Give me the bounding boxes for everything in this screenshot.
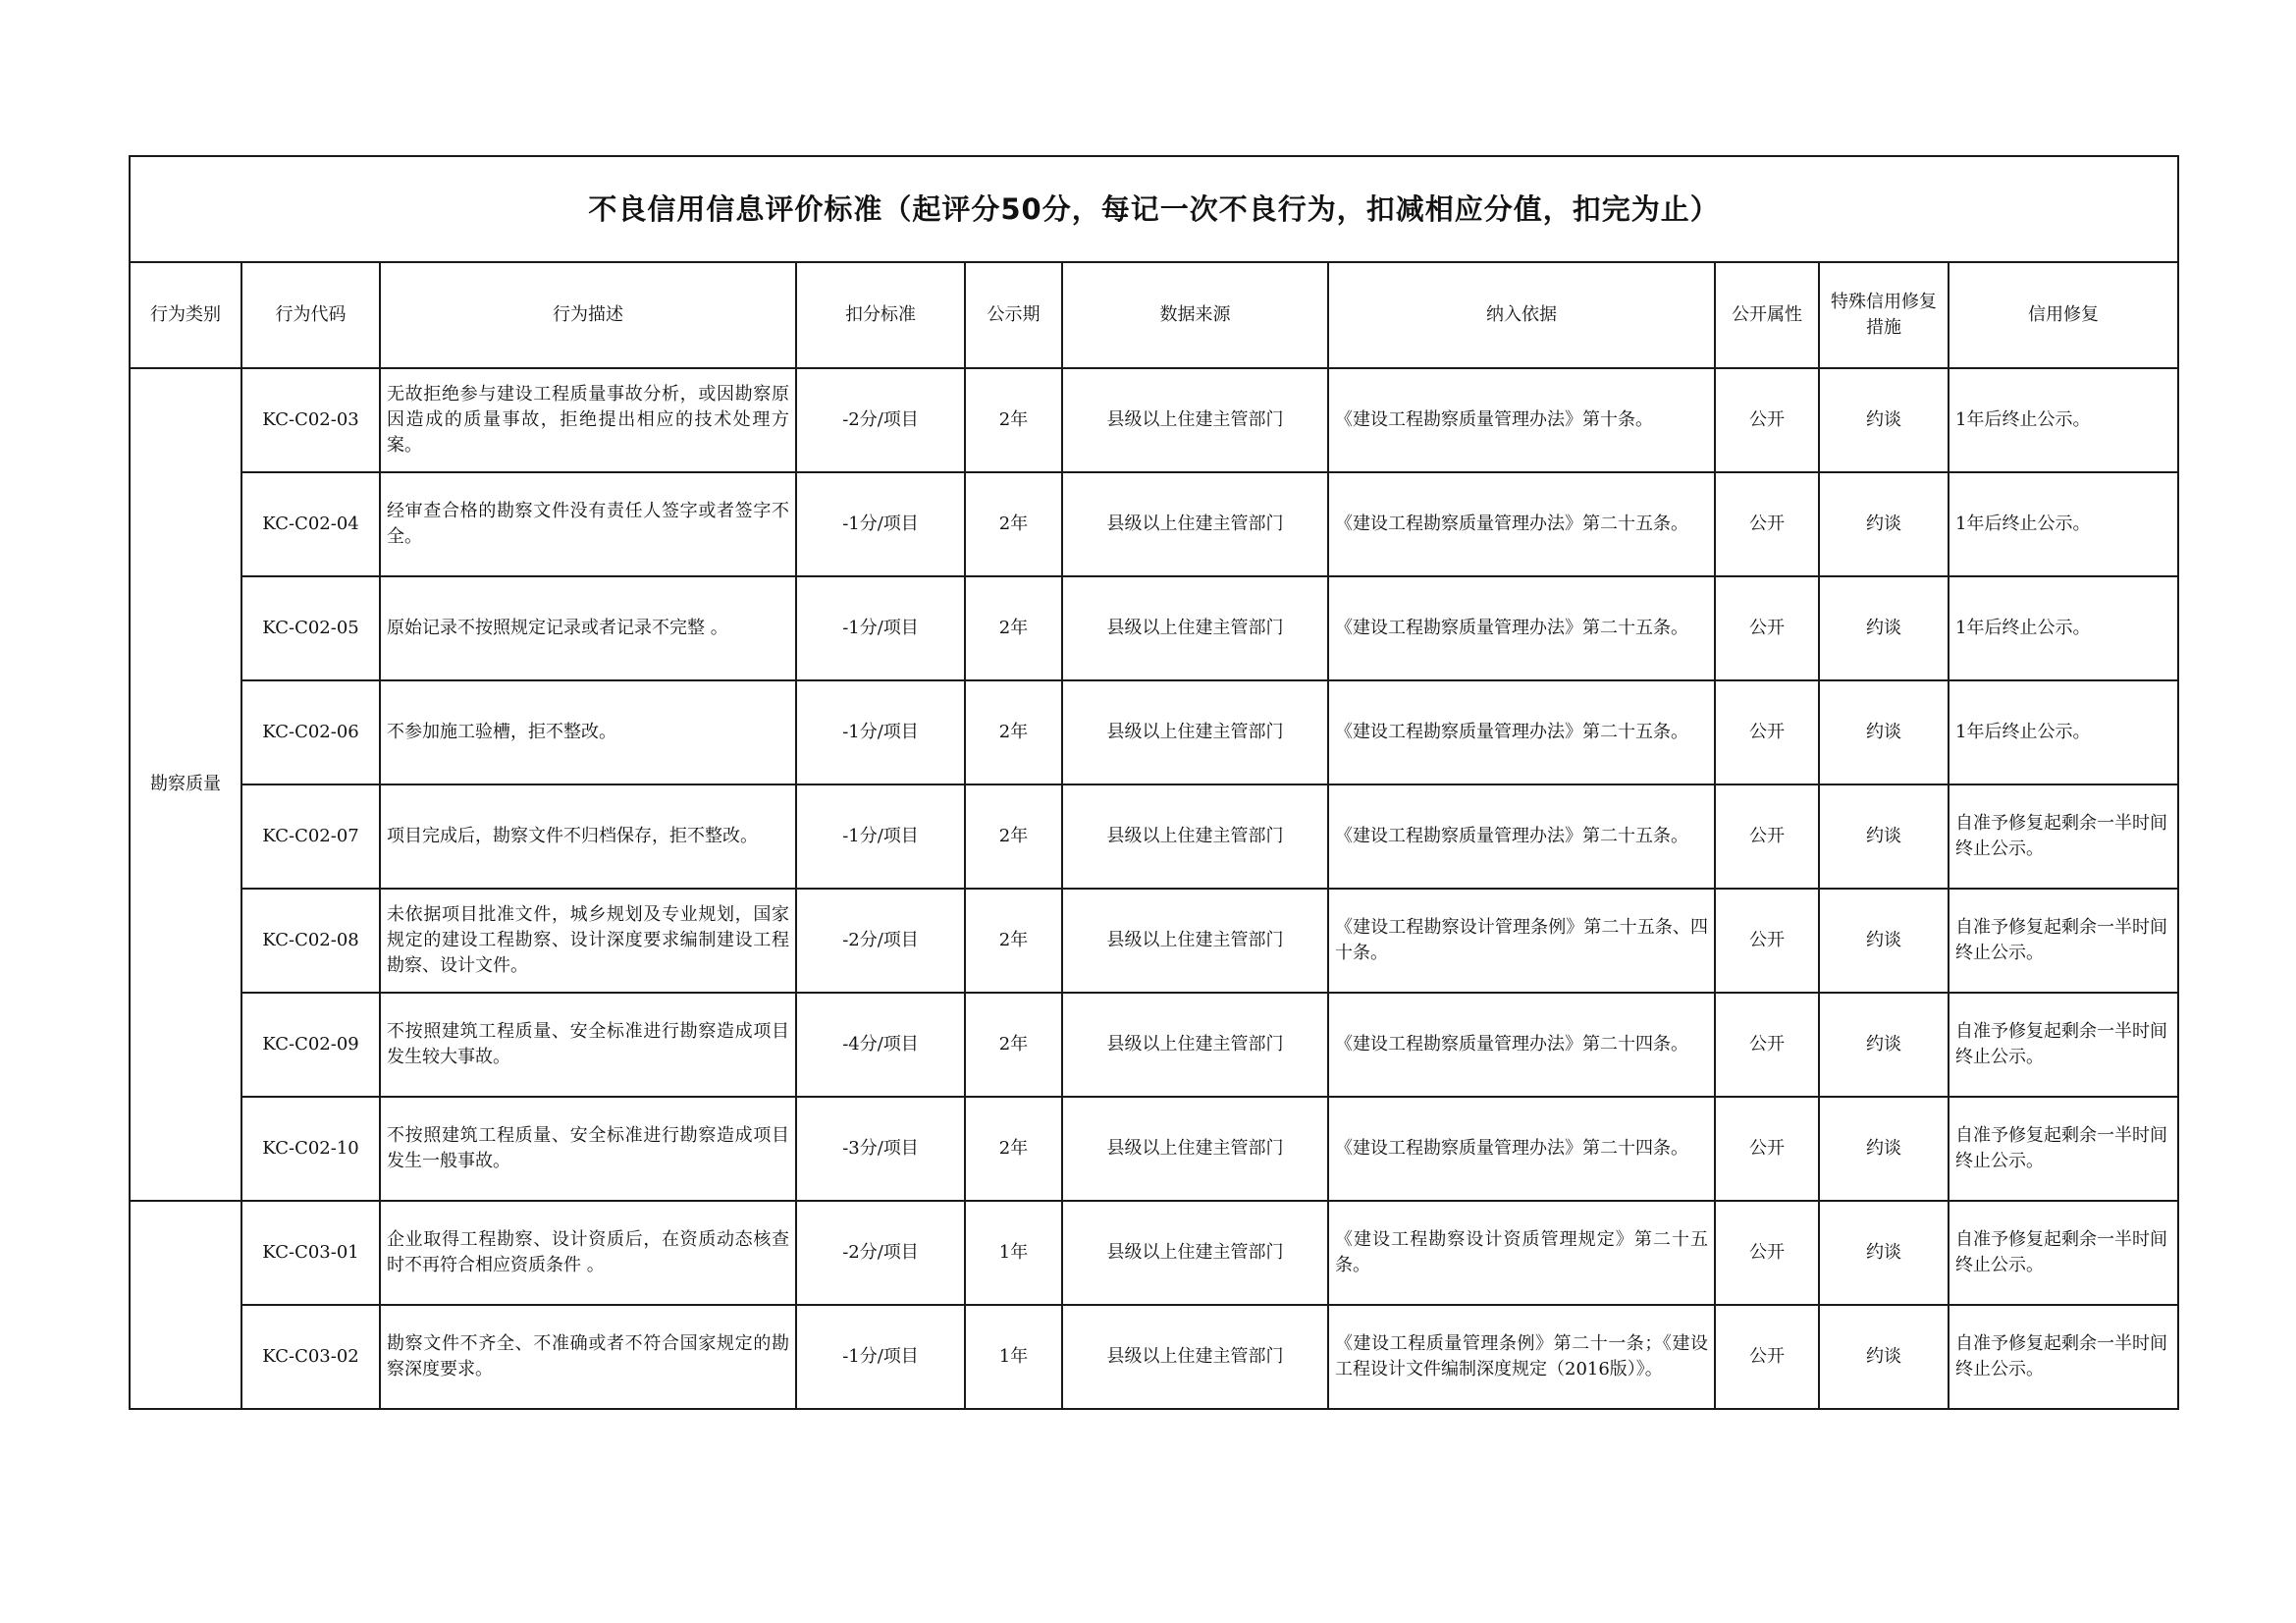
special-repair-cell: 约谈 [1819,1201,1949,1305]
credit-repair-cell: 1年后终止公示。 [1949,472,2178,576]
code-cell: KC-C03-01 [241,1201,380,1305]
credit-repair-cell: 自准予修复起剩余一半时间终止公示。 [1949,993,2178,1097]
table-row [130,889,2178,993]
description-cell: 不参加施工验槽，拒不整改。 [380,680,796,784]
basis-cell: 《建设工程勘察设计资质管理规定》第二十五条。 [1328,1201,1715,1305]
basis-cell: 《建设工程勘察质量管理办法》第二十五条。 [1328,576,1715,680]
deduction-cell: -1分/项目 [796,472,965,576]
credit-repair-cell: 自准予修复起剩余一半时间终止公示。 [1949,784,2178,889]
special-repair-cell: 约谈 [1819,1097,1949,1201]
code-cell: KC-C02-10 [241,1097,380,1201]
code-cell: KC-C02-06 [241,680,380,784]
basis-cell: 《建设工程质量管理条例》第二十一条；《建设工程设计文件编制深度规定（2016版）》。 [1328,1305,1715,1409]
deduction-cell: -4分/项目 [796,993,965,1097]
basis-cell: 《建设工程勘察质量管理办法》第二十五条。 [1328,784,1715,889]
public-cell: 公开 [1715,993,1819,1097]
public-cell: 公开 [1715,368,1819,472]
deduction-cell: -1分/项目 [796,576,965,680]
special-repair-cell: 约谈 [1819,472,1949,576]
period-cell: 2年 [965,368,1062,472]
header-deduction: 扣分标准 [796,262,965,368]
source-cell: 县级以上住建主管部门 [1062,368,1328,472]
code-cell: KC-C03-02 [241,1305,380,1409]
period-cell: 2年 [965,680,1062,784]
description-cell: 项目完成后，勘察文件不归档保存，拒不整改。 [380,784,796,889]
basis-cell: 《建设工程勘察质量管理办法》第二十四条。 [1328,993,1715,1097]
period-cell: 2年 [965,1097,1062,1201]
basis-cell: 《建设工程勘察设计管理条例》第二十五条、四十条。 [1328,889,1715,993]
description-cell: 不按照建筑工程质量、安全标准进行勘察造成项目发生一般事故。 [380,1097,796,1201]
table-row [130,784,2178,889]
deduction-cell: -2分/项目 [796,889,965,993]
special-repair-cell: 约谈 [1819,993,1949,1097]
deduction-cell: -3分/项目 [796,1097,965,1201]
code-cell: KC-C02-05 [241,576,380,680]
special-repair-cell: 约谈 [1819,680,1949,784]
header-code: 行为代码 [241,262,380,368]
public-cell: 公开 [1715,1305,1819,1409]
credit-repair-cell: 1年后终止公示。 [1949,576,2178,680]
code-cell: KC-C02-09 [241,993,380,1097]
code-cell: KC-C02-08 [241,889,380,993]
table-row [130,993,2178,1097]
credit-repair-cell: 1年后终止公示。 [1949,368,2178,472]
credit-repair-cell: 自准予修复起剩余一半时间终止公示。 [1949,1097,2178,1201]
code-cell: KC-C02-07 [241,784,380,889]
basis-cell: 《建设工程勘察质量管理办法》第二十五条。 [1328,472,1715,576]
basis-cell: 《建设工程勘察质量管理办法》第十条。 [1328,368,1715,472]
description-cell: 不按照建筑工程质量、安全标准进行勘察造成项目发生较大事故。 [380,993,796,1097]
public-cell: 公开 [1715,1201,1819,1305]
special-repair-cell: 约谈 [1819,576,1949,680]
period-cell: 2年 [965,784,1062,889]
period-cell: 2年 [965,889,1062,993]
header-description: 行为描述 [380,262,796,368]
table-title: 不良信用信息评价标准（起评分50分，每记一次不良行为，扣减相应分值，扣完为止） [130,156,2178,262]
description-cell: 无故拒绝参与建设工程质量事故分析，或因勘察原因造成的质量事故，拒绝提出相应的技术处理方案。 [380,368,796,472]
source-cell: 县级以上住建主管部门 [1062,680,1328,784]
public-cell: 公开 [1715,576,1819,680]
basis-cell: 《建设工程勘察质量管理办法》第二十四条。 [1328,1097,1715,1201]
credit-repair-cell: 1年后终止公示。 [1949,680,2178,784]
source-cell: 县级以上住建主管部门 [1062,889,1328,993]
source-cell: 县级以上住建主管部门 [1062,576,1328,680]
description-cell: 未依据项目批准文件，城乡规划及专业规划，国家规定的建设工程勘察、设计深度要求编制建设工程勘察、设计文件。 [380,889,796,993]
header-credit-repair: 信用修复 [1949,262,2178,368]
source-cell: 县级以上住建主管部门 [1062,1097,1328,1201]
public-cell: 公开 [1715,472,1819,576]
period-cell: 1年 [965,1201,1062,1305]
public-cell: 公开 [1715,784,1819,889]
table-row [130,1201,2178,1305]
category-cell [130,1201,241,1409]
header-source: 数据来源 [1062,262,1328,368]
special-repair-cell: 约谈 [1819,784,1949,889]
header-public: 公开属性 [1715,262,1819,368]
source-cell: 县级以上住建主管部门 [1062,1305,1328,1409]
public-cell: 公开 [1715,889,1819,993]
source-cell: 县级以上住建主管部门 [1062,1201,1328,1305]
deduction-cell: -2分/项目 [796,1201,965,1305]
table-row [130,576,2178,680]
source-cell: 县级以上住建主管部门 [1062,472,1328,576]
header-special-repair: 特殊信用修复措施 [1819,262,1949,368]
credit-repair-cell: 自准予修复起剩余一半时间终止公示。 [1949,1201,2178,1305]
table-row [130,1097,2178,1201]
header-period: 公示期 [965,262,1062,368]
description-cell: 经审查合格的勘察文件没有责任人签字或者签字不全。 [380,472,796,576]
period-cell: 2年 [965,472,1062,576]
source-cell: 县级以上住建主管部门 [1062,784,1328,889]
credit-repair-cell: 自准予修复起剩余一半时间终止公示。 [1949,1305,2178,1409]
special-repair-cell: 约谈 [1819,1305,1949,1409]
deduction-cell: -1分/项目 [796,1305,965,1409]
source-cell: 县级以上住建主管部门 [1062,993,1328,1097]
deduction-cell: -1分/项目 [796,680,965,784]
description-cell: 勘察文件不齐全、不准确或者不符合国家规定的勘察深度要求。 [380,1305,796,1409]
description-cell: 原始记录不按照规定记录或者记录不完整 。 [380,576,796,680]
period-cell: 1年 [965,1305,1062,1409]
table-row [130,1305,2178,1409]
public-cell: 公开 [1715,680,1819,784]
period-cell: 2年 [965,576,1062,680]
table-row [130,472,2178,576]
header-basis: 纳入依据 [1328,262,1715,368]
period-cell: 2年 [965,993,1062,1097]
special-repair-cell: 约谈 [1819,889,1949,993]
deduction-cell: -2分/项目 [796,368,965,472]
description-cell: 企业取得工程勘察、设计资质后，在资质动态核查时不再符合相应资质条件 。 [380,1201,796,1305]
credit-standard-table [129,155,2179,1410]
table-row [130,680,2178,784]
public-cell: 公开 [1715,1097,1819,1201]
basis-cell: 《建设工程勘察质量管理办法》第二十五条。 [1328,680,1715,784]
header-row [130,262,2178,368]
category-cell: 勘察质量 [130,368,241,1201]
table-row [130,368,2178,472]
special-repair-cell: 约谈 [1819,368,1949,472]
credit-repair-cell: 自准予修复起剩余一半时间终止公示。 [1949,889,2178,993]
header-category: 行为类别 [130,262,241,368]
code-cell: KC-C02-03 [241,368,380,472]
deduction-cell: -1分/项目 [796,784,965,889]
code-cell: KC-C02-04 [241,472,380,576]
